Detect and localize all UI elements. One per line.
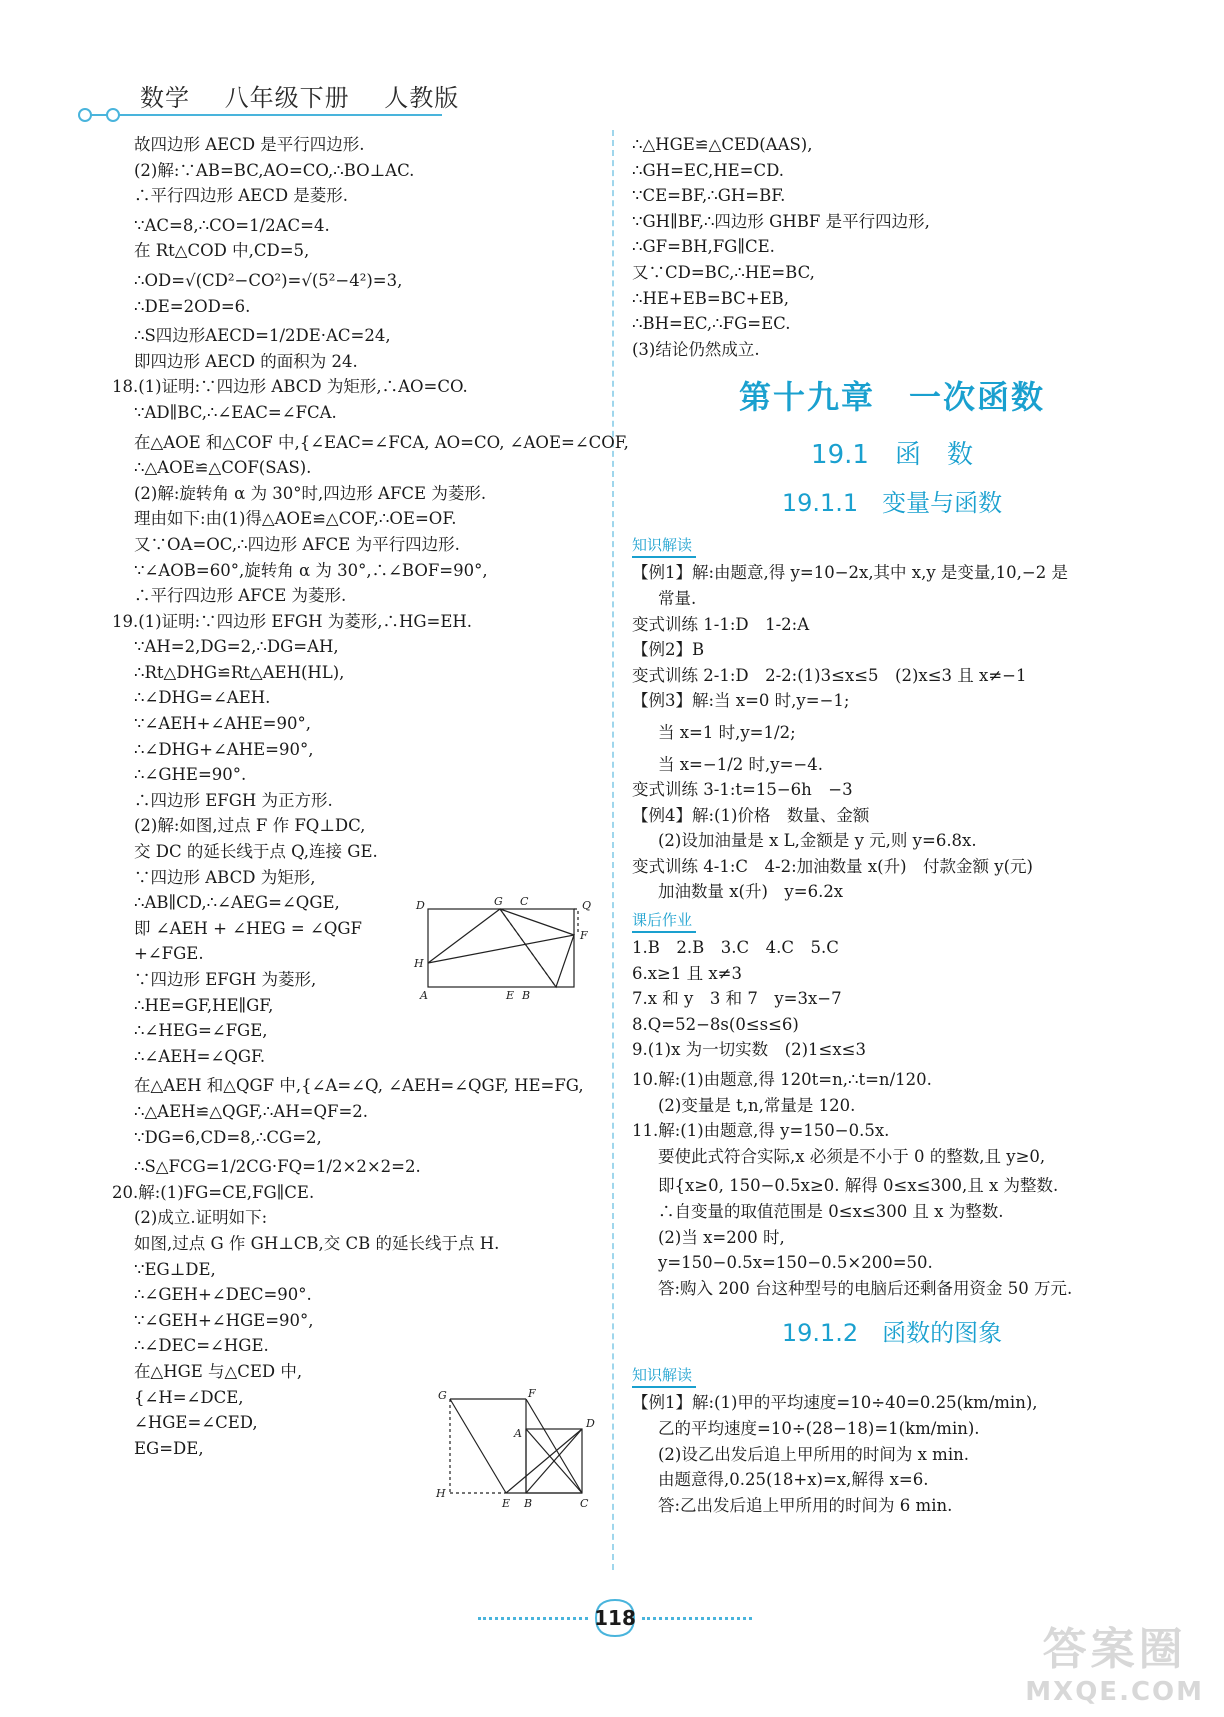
fig1-label-G: G (494, 895, 503, 908)
left-answer-line: ∴S四边形AECD=1/2DE·AC=24, (134, 326, 391, 346)
knowledge-answer-line: 当 x=1 时,y=1/2; (658, 722, 796, 742)
homework-answer-line: 11.解:(1)由题意,得 y=150−0.5x. (632, 1121, 890, 1141)
homework-answer-line: y=150−0.5x=150−0.5×200=50. (658, 1253, 933, 1273)
left-answer-line: {∠H=∠DCE, (134, 1387, 244, 1407)
left-answer-line: 交 DC 的延长线于点 Q,连接 GE. (134, 842, 378, 862)
left-answer-line: (2)成立.证明如下: (134, 1208, 268, 1228)
watermark-logo: 答案圈 MXQE.COM (1025, 1624, 1204, 1707)
fig1-label-E: E (506, 989, 515, 1002)
right-answer-line: (3)结论仍然成立. (632, 339, 760, 359)
fig1-label-Q: Q (582, 899, 592, 912)
homework-answer-line: 7.x 和 y 3 和 7 y=3x−7 (632, 989, 842, 1009)
knowledge-answer-line: 【例4】解:(1)价格 数量、金额 (632, 805, 870, 825)
knowledge-answer-line: 当 x=−1/2 时,y=−4. (658, 754, 823, 774)
right-answer-line: ∴△HGE≌△CED(AAS), (632, 135, 813, 154)
knowledge-answers-2 (632, 1390, 1152, 1518)
knowledge-answer-line: 变式训练 2-1:D 2-2:(1)3≤x≤5 (2)x≤3 且 x≠−1 (632, 665, 1027, 685)
fig2-label-A: A (514, 1427, 522, 1440)
left-answer-line: ∴四边形 EFGH 为正方形. (134, 790, 333, 810)
left-answer-line: 故四边形 AECD 是平行四边形. (134, 135, 365, 154)
header-rule (82, 114, 442, 116)
knowledge-answer-2-line: 乙的平均速度=10÷(28−18)=1(km/min). (658, 1418, 980, 1438)
left-answer-line: ∵DG=6,CD=8,∴CG=2, (134, 1127, 322, 1147)
left-answer-line: ∴∠DEC=∠HGE. (134, 1336, 269, 1356)
chapter-title: 第十九章 一次函数 (738, 378, 1045, 417)
knowledge-answer-2-line: 答:乙出发后追上甲所用的时间为 6 min. (658, 1495, 953, 1515)
fig1-label-F: F (580, 929, 588, 942)
left-answer-line: 理由如下:由(1)得△AOE≌△COF,∴OE=OF. (134, 509, 457, 529)
right-answer-line: ∴GF=BH,FG∥CE. (632, 237, 775, 257)
left-answer-line: ∴平行四边形 AFCE 为菱形. (134, 586, 347, 606)
figure-rectangle-rhombus (410, 895, 600, 1003)
right-answer-line: 又∵CD=BC,∴HE=BC, (632, 262, 815, 282)
header-dot-icon (106, 108, 120, 122)
knowledge-answer-2-line: (2)设乙出发后追上甲所用的时间为 x min. (658, 1444, 969, 1464)
left-answer-line: ∴HE=GF,HE∥GF, (134, 995, 274, 1015)
header-subject: 数学 (140, 84, 190, 112)
left-answer-line: 在 Rt△COD 中,CD=5, (134, 241, 310, 261)
left-answer-line: 20.解:(1)FG=CE,FG∥CE. (112, 1182, 315, 1202)
fig2-label-D: D (586, 1417, 595, 1430)
right-answer-line: ∴GH=EC,HE=CD. (632, 160, 784, 180)
left-answer-line: 19.(1)证明:∵四边形 EFGH 为菱形,∴HG=EH. (112, 611, 473, 631)
left-answer-line: ∵AC=8,∴CO=1/2AC=4. (134, 215, 330, 235)
left-answer-line: ∴∠GHE=90°. (134, 765, 247, 785)
left-answer-line: (2)解:∵AB=BC,AO=CO,∴BO⊥AC. (134, 160, 415, 180)
left-answer-line: 18.(1)证明:∵四边形 ABCD 为矩形,∴AO=CO. (112, 377, 468, 397)
left-answer-line: ∴AB∥CD,∴∠AEG=∠QGE, (134, 893, 340, 913)
section-title: 19.1 函 数 (811, 440, 973, 471)
header-dot-icon (78, 108, 92, 122)
homework-answer-line: 10.解:(1)由题意,得 120t=n,∴t=n/120. (632, 1070, 932, 1090)
left-answer-line: ∴∠HEG=∠FGE, (134, 1021, 268, 1041)
knowledge-answer-line: 加油数量 x(升) y=6.2x (658, 882, 844, 902)
knowledge-answer-line: 变式训练 3-1:t=15−6h −3 (632, 780, 853, 800)
right-answer-line: ∴HE+EB=BC+EB, (632, 288, 790, 308)
left-answer-line: 在△AOE 和△COF 中,{∠EAC=∠FCA, AO=CO, ∠AOE=∠COF, (134, 432, 629, 452)
knowledge-answer-line: 【例1】解:由题意,得 y=10−2x,其中 x,y 是变量,10,−2 是 (632, 563, 1068, 583)
homework-answers (632, 935, 1152, 1301)
subsection-title-2: 19.1.2 函数的图象 (781, 1319, 1003, 1348)
left-answer-line: 如图,过点 G 作 GH⊥CB,交 CB 的延长线于点 H. (134, 1233, 500, 1253)
right-column (632, 132, 1152, 1518)
left-answer-line: ∴Rt△DHG≌Rt△AEH(HL), (134, 662, 345, 682)
homework-answer-line: ∴自变量的取值范围是 0≤x≤300 且 x 为整数. (658, 1202, 1004, 1221)
homework-answer-line: 8.Q=52−8s(0≤s≤6) (632, 1014, 799, 1034)
left-answer-line: 即四边形 AECD 的面积为 24. (134, 351, 358, 371)
homework-answer-line: 答:购入 200 台这种型号的电脑后还剩备用资金 50 万元. (658, 1278, 1073, 1298)
running-header (140, 78, 485, 113)
left-answer-line: +∠FGE. (134, 944, 204, 964)
header-grade: 八年级下册 (224, 84, 350, 112)
left-answer-line: ∴平行四边形 AECD 是菱形. (134, 186, 349, 206)
left-answer-line: ∠HGE=∠CED, (134, 1413, 258, 1433)
homework-answer-line: 即{x≥0, 150−0.5x≥0. 解得 0≤x≤300,且 x 为整数. (658, 1176, 1059, 1196)
left-column (112, 132, 629, 1461)
left-answer-line: ∴S△FCG=1/2CG·FQ=1/2×2×2=2. (134, 1157, 421, 1177)
right-answer-line: ∵GH∥BF,∴四边形 GHBF 是平行四边形, (632, 211, 930, 231)
header-edition: 人教版 (384, 84, 460, 112)
knowledge-answer-line: 【例2】B (632, 640, 705, 660)
left-answer-line: ∵∠GEH+∠HGE=90°, (134, 1310, 314, 1330)
left-answer-line: ∵AH=2,DG=2,∴DG=AH, (134, 637, 339, 657)
page-number: 118 (594, 1606, 636, 1630)
left-answer-line: 即 ∠AEH + ∠HEG = ∠QGF (134, 918, 362, 938)
knowledge-answer-line: (2)设加油量是 x L,金额是 y 元,则 y=6.8x. (658, 831, 977, 851)
left-answer-line: ∵四边形 ABCD 为矩形, (134, 867, 316, 887)
left-answer-line: ∵∠AOB=60°,旋转角 α 为 30°,∴∠BOF=90°, (134, 560, 488, 580)
left-answer-line: ∵四边形 EFGH 为菱形, (134, 970, 317, 989)
tag-knowledge-2: 知识解读 (632, 1364, 696, 1388)
homework-answer-line: 1.B 2.B 3.C 4.C 5.C (632, 938, 839, 958)
fig2-label-F: F (528, 1387, 536, 1400)
right-answer-line: ∴BH=EC,∴FG=EC. (632, 314, 791, 334)
knowledge-answer-line: 变式训练 1-1:D 1-2:A (632, 614, 810, 634)
left-answer-line: 在△AEH 和△QGF 中,{∠A=∠Q, ∠AEH=∠QGF, HE=FG, (134, 1076, 584, 1096)
left-answer-line: ∴∠DHG=∠AEH. (134, 688, 271, 708)
left-answer-line: ∴∠AEH=∠QGF. (134, 1046, 266, 1066)
left-answer-line: 又∵OA=OC,∴四边形 AFCE 为平行四边形. (134, 534, 460, 554)
right-answer-line: ∵CE=BF,∴GH=BF. (632, 186, 786, 206)
fig2-label-B: B (524, 1497, 533, 1510)
fig2-label-E: E (502, 1497, 511, 1510)
left-answer-line: ∴OD=√(CD²−CO²)=√(5²−4²)=3, (134, 270, 403, 290)
left-answer-line: ∴△AOE≌△COF(SAS). (134, 458, 312, 478)
tag-homework: 课后作业 (632, 909, 696, 933)
left-answer-line: 在△HGE 与△CED 中, (134, 1361, 303, 1381)
fig2-label-H: H (436, 1487, 446, 1500)
left-answer-line: ∴△AEH≌△QGF,∴AH=QF=2. (134, 1101, 369, 1121)
homework-answer-line: 9.(1)x 为一切实数 (2)1≤x≤3 (632, 1040, 866, 1060)
left-answer-line: ∴∠DHG+∠AHE=90°, (134, 739, 314, 759)
fig2-label-G: G (438, 1389, 447, 1402)
figure-squares (430, 1385, 610, 1515)
left-answer-line: ∴DE=2OD=6. (134, 296, 251, 316)
homework-answer-line: 6.x≥1 且 x≠3 (632, 963, 742, 983)
knowledge-answer-line: 变式训练 4-1:C 4-2:加油数量 x(升) 付款金额 y(元) (632, 856, 1033, 876)
subsection-title-1: 19.1.1 变量与函数 (781, 489, 1003, 518)
fig1-label-B: B (522, 989, 531, 1002)
homework-answer-line: 要使此式符合实际,x 必须是不小于 0 的整数,且 y≥0, (658, 1146, 1046, 1166)
homework-answer-line: (2)变量是 t,n,常量是 120. (658, 1095, 856, 1115)
left-answer-line: ∵∠AEH+∠AHE=90°, (134, 714, 311, 734)
knowledge-answer-2-line: 【例1】解:(1)甲的平均速度=10÷40=0.25(km/min), (632, 1393, 1038, 1413)
proof-continuation (632, 132, 1152, 362)
fig2-label-C: C (580, 1497, 589, 1510)
left-answer-line: ∵EG⊥DE, (134, 1259, 216, 1279)
fig1-label-C: C (520, 895, 529, 908)
column-divider (612, 130, 614, 1570)
left-answer-line: ∴∠GEH+∠DEC=90°. (134, 1285, 312, 1305)
fig1-label-H: H (414, 957, 424, 970)
tag-knowledge: 知识解读 (632, 534, 696, 558)
fig1-label-D: D (416, 899, 425, 912)
knowledge-answer-line: 【例3】解:当 x=0 时,y=−1; (632, 691, 850, 711)
knowledge-answers (632, 560, 1152, 905)
page-number-dots (478, 1617, 588, 1620)
left-answer-line: EG=DE, (134, 1438, 204, 1458)
fig1-label-A: A (420, 989, 428, 1002)
page-number-dots (642, 1617, 752, 1620)
left-answer-line: (2)解:如图,过点 F 作 FQ⊥DC, (134, 816, 366, 836)
homework-answer-line: (2)当 x=200 时, (658, 1227, 785, 1247)
left-answer-line: (2)解:旋转角 α 为 30°时,四边形 AFCE 为菱形. (134, 483, 487, 503)
knowledge-answer-line: 常量. (658, 588, 697, 608)
knowledge-answer-2-line: 由题意得,0.25(18+x)=x,解得 x=6. (658, 1470, 929, 1490)
left-answer-line: ∵AD∥BC,∴∠EAC=∠FCA. (134, 402, 337, 422)
